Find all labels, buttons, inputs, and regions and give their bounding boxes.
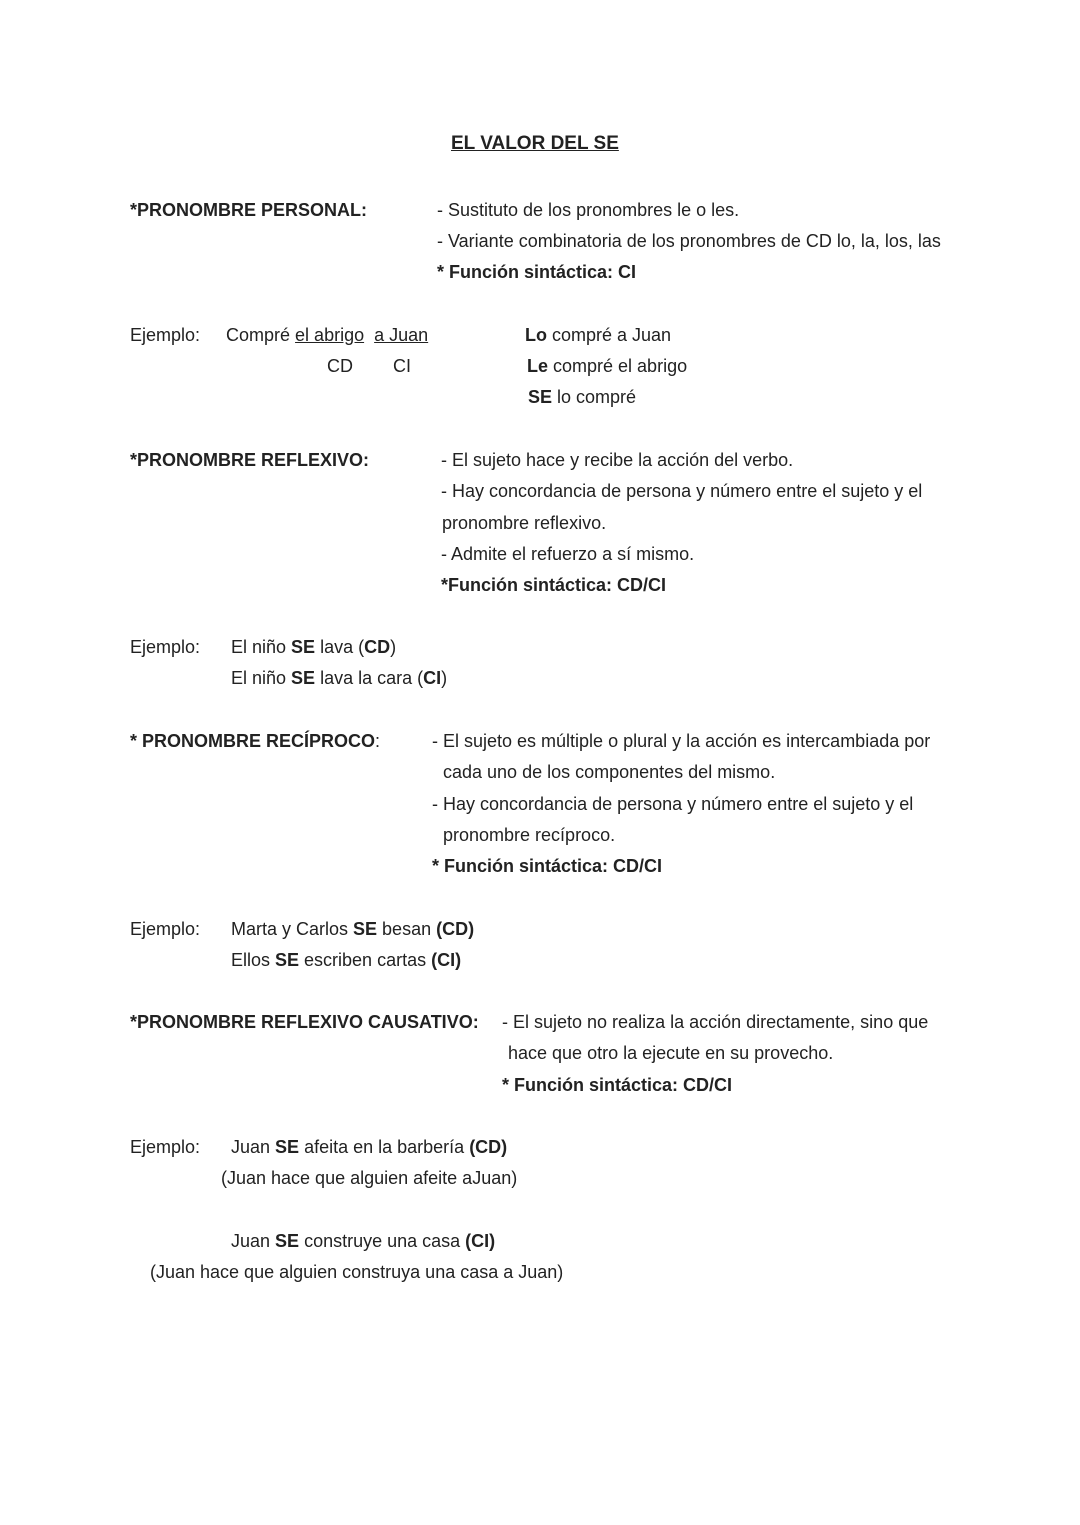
personal-line-2: - Variante combinatoria de los pronombres de CD lo, la, los, las [437,231,941,251]
se-pronoun: SE [275,1231,300,1251]
se-pronoun: SE [275,950,300,970]
causativo-line-2: hace que otro la ejecute en su provecho. [508,1043,834,1063]
causativo-line-1: - El sujeto no realiza la acción directamente, sino que [502,1012,929,1032]
alt-example-1-bold: Lo [525,325,547,345]
personal-funcion: * Función sintáctica: CI [437,262,637,282]
function-tag: (CI) [465,1231,496,1251]
causativo-example-1 [231,1138,507,1156]
example-sentence-personal [226,326,428,344]
alt-example-1 [525,326,671,344]
ex-text: afeita en la barbería [299,1137,470,1157]
function-tag: (CI) [431,950,462,970]
ex-text: El niño [231,637,292,657]
ex-text: Ellos [231,950,276,970]
alt-example-2-bold: Le [527,356,549,376]
se-pronoun: SE [291,668,316,688]
ex-text: ) [390,637,397,657]
section-heading-causativo: *PRONOMBRE REFLEXIVO CAUSATIVO: [130,1012,479,1032]
function-tag: CI [423,668,442,688]
ex-text: escriben cartas [299,950,432,970]
reflexivo-example-2 [231,669,447,687]
ex-text: El niño [231,668,292,688]
reflexivo-line-4: - Admite el refuerzo a sí mismo. [441,544,695,564]
se-pronoun: SE [353,919,378,939]
function-tag: (CD) [469,1137,508,1157]
alt-example-1-rest: compré a Juan [547,325,672,345]
reflexivo-line-3: pronombre reflexivo. [442,513,607,533]
section-heading-personal: *PRONOMBRE PERSONAL: [130,200,368,220]
section-heading-reciproco [130,732,380,750]
tag-cd: CD [327,356,353,376]
alt-example-2 [527,357,687,375]
ex-text: construye una casa [299,1231,466,1251]
ex-text: ) [441,668,448,688]
reciproco-funcion: * Función sintáctica: CD/CI [432,856,663,876]
tag-ci: CI [393,356,411,376]
example-cd-phrase: el abrigo [295,325,365,345]
reflexivo-funcion: *Función sintáctica: CD/CI [441,575,667,595]
reciproco-line-2: cada uno de los componentes del mismo. [443,762,776,782]
example-verb: Compré [226,325,291,345]
ejemplo-label-causativo: Ejemplo: [130,1137,201,1157]
example-ci-phrase: a Juan [374,325,429,345]
causativo-example-1-note: (Juan hace que alguien afeite aJuan) [221,1168,518,1188]
ex-text: lava ( [315,637,365,657]
ex-text: Juan [231,1137,276,1157]
alt-example-3-rest: lo compré [552,387,637,407]
reciproco-line-1: - El sujeto es múltiple o plural y la acción es intercambiada por [432,731,931,751]
reflexivo-example-1 [231,638,396,656]
personal-line-1: - Sustituto de los pronombres le o les. [437,200,740,220]
reciproco-example-2 [231,951,461,969]
causativo-funcion: * Función sintáctica: CD/CI [502,1075,733,1095]
function-tag: CD [364,637,391,657]
ejemplo-label-reflexivo: Ejemplo: [130,637,201,657]
ejemplo-label-personal: Ejemplo: [130,325,201,345]
ejemplo-label-reciproco: Ejemplo: [130,919,201,939]
function-tag: (CD) [436,919,475,939]
ex-text: Marta y Carlos [231,919,354,939]
section-heading-reflexivo: *PRONOMBRE REFLEXIVO: [130,450,370,470]
page-title: EL VALOR DEL SE [451,133,619,154]
reflexivo-line-2: - Hay concordancia de persona y número entre el sujeto y el [441,481,923,501]
ex-text: lava la cara ( [315,668,424,688]
causativo-example-2 [231,1232,495,1250]
se-pronoun: SE [275,1137,300,1157]
heading-colon: : [375,731,381,751]
alt-example-3 [528,388,636,406]
alt-example-3-bold: SE [528,387,553,407]
ex-text: Juan [231,1231,276,1251]
reciproco-example-1 [231,920,474,938]
se-pronoun: SE [291,637,316,657]
reciproco-line-4: pronombre recíproco. [443,825,616,845]
reciproco-line-3: - Hay concordancia de persona y número entre el sujeto y el [432,794,914,814]
heading-text: * PRONOMBRE RECÍPROCO [130,731,376,751]
alt-example-2-rest: compré el abrigo [548,356,688,376]
reflexivo-line-1: - El sujeto hace y recibe la acción del verbo. [441,450,794,470]
causativo-example-2-note: (Juan hace que alguien construya una casa a Juan) [150,1262,564,1282]
ex-text: besan [377,919,437,939]
